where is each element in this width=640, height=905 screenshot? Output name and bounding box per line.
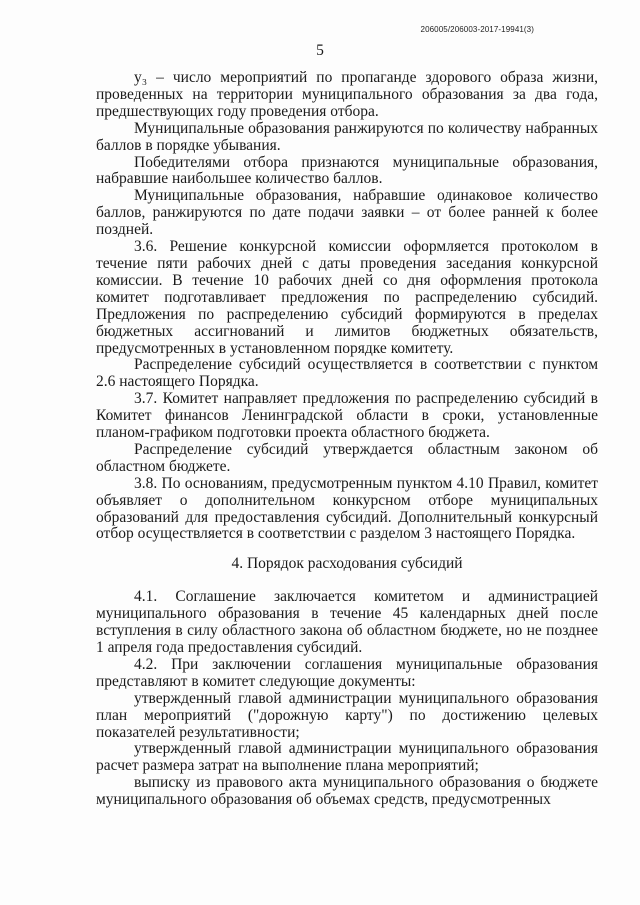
section-heading: 4. Порядок расходования субсидий <box>231 555 463 573</box>
paragraph: утвержденный главой администрации муниципального образования план мероприятий ("дорожную карту") по достижению целевых показателей результативности; <box>96 689 598 741</box>
paragraphs-before-heading <box>96 70 598 543</box>
paragraph: 4.1. Соглашение заключается комитетом и администрацией муниципального образования в течение 45 календарных дней после вступления в силу областного закона об областном бюджете, но не позднее 1 апреля года предоставления субсидий. <box>96 588 598 656</box>
paragraph: Распределение субсидий осуществляется в соответствии с пунктом 2.6 настоящего Порядка. <box>96 356 598 391</box>
paragraph: 4.2. При заключении соглашения муниципальные образования представляют в комитет следующие документы: <box>96 655 598 690</box>
paragraph: Муниципальные образования, набравшие одинаковое количество баллов, ранжируются по дате подачи заявки – от более ранней к более поздней. <box>96 187 598 239</box>
document-body <box>96 70 598 809</box>
document-code: 206005/206003-2017-19941(3) <box>420 25 534 34</box>
paragraph: 3.8. По основаниям, предусмотренным пунктом 4.10 Правил, комитет объявляет о дополнительном конкурсном отборе муниципальных образований для предоставления субсидий. Дополнительный конкурсный отбор осуществляется в соответствии с разделом 3 настоящего Порядка. <box>96 474 598 543</box>
paragraph: Муниципальные образования ранжируются по количеству набранных баллов в порядке убывания. <box>96 119 598 154</box>
paragraph: выписку из правового акта муниципального образования о бюджете муниципального образования об объемах средств, предусмотренных <box>96 774 598 809</box>
paragraph: 3.7. Комитет направляет предложения по распределению субсидий в Комитет финансов Ленинградской области в сроки, установленные планом-графиком подготовки проекта областного бюджета. <box>96 390 598 442</box>
paragraph: у₃ – число мероприятий по пропаганде здорового образа жизни, проведенных на территории муниципального образования за два года, предшествующих году проведения отбора. <box>96 69 598 120</box>
page-number: 5 <box>316 42 324 59</box>
paragraphs-after-heading <box>96 589 598 809</box>
paragraph: Победителями отбора признаются муниципальные образования, набравшие наибольшее количество баллов. <box>96 153 598 188</box>
paragraph: 3.6. Решение конкурсной комиссии оформляется протоколом в течение пяти рабочих дней с даты проведения заседания конкурсной комиссии. В течение 10 рабочих дней со дня оформления протокола комитет подготавливает предложения по распределению субсидий. Предложения по распределению субсидий формируются в пределах бюджетных ассигнований и лимитов бюджетных обязательств, предусмотренных в установленном порядке комитету. <box>96 238 598 357</box>
paragraph: утвержденный главой администрации муниципального образования расчет размера затрат на выполнение плана мероприятий; <box>96 740 598 775</box>
paragraph: Распределение субсидий утверждается областным законом об областном бюджете. <box>96 440 598 475</box>
